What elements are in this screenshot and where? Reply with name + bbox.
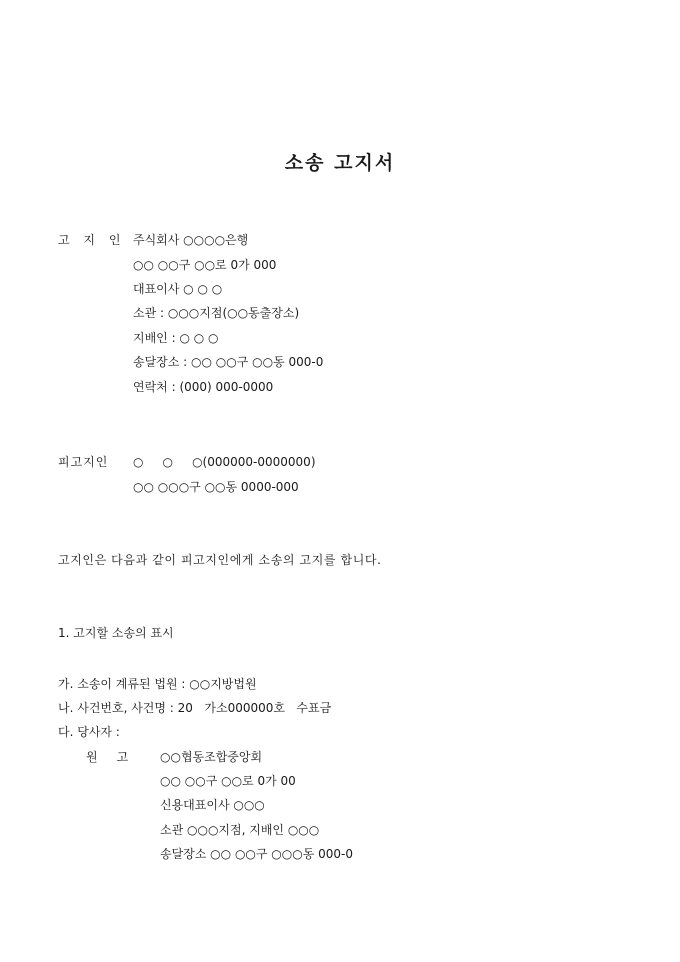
item-parties: 다. 당사자 : [58,725,120,739]
notifier-representative: 대표이사 ○ ○ ○ [133,282,223,296]
plaintiff-name: ○○협동조합중앙회 [160,750,263,764]
notifier-branch: 소관 : ○○○지점(○○동출장소) [133,306,300,320]
notifier-address: ○○ ○○구 ○○로 0가 000 [133,258,277,272]
plaintiff-branch: 소관 ○○○지점, 지배인 ○○○ [160,823,320,837]
notifier-service-address: 송달장소 : ○○ ○○구 ○○동 000-0 [133,355,324,369]
notifier-company: 주식회사 ○○○○은행 [133,233,249,247]
item-case-number: 나. 사건번호, 사건명 : 20 가소000000호 수표금 [58,701,332,715]
notifier-contact: 연락처 : (000) 000-0000 [133,380,274,394]
item-court: 가. 소송이 계류된 법원 : ○○지방법원 [58,677,257,691]
plaintiff-label: 원 고 [86,750,129,764]
intro-text: 고지인은 다음과 같이 피고지인에게 소송의 고지를 합니다. [58,553,382,567]
plaintiff-service-address: 송달장소 ○○ ○○구 ○○○동 000-0 [160,847,353,861]
notifier-label: 고 지 인 [58,233,126,247]
notifier-manager: 지배인 : ○ ○ ○ [133,331,219,345]
section1-heading: 1. 고지할 소송의 표시 [58,626,174,640]
document-title: 소송 고지서 [284,152,396,174]
notified-name: ○ ○ ○(000000-0000000) [133,455,316,469]
plaintiff-address: ○○ ○○구 ○○로 0가 00 [160,774,296,788]
notified-address: ○○ ○○○구 ○○동 0000-000 [133,480,299,494]
notified-label: 피고지인 [58,455,109,469]
plaintiff-representative: 신용대표이사 ○○○ [160,798,265,812]
